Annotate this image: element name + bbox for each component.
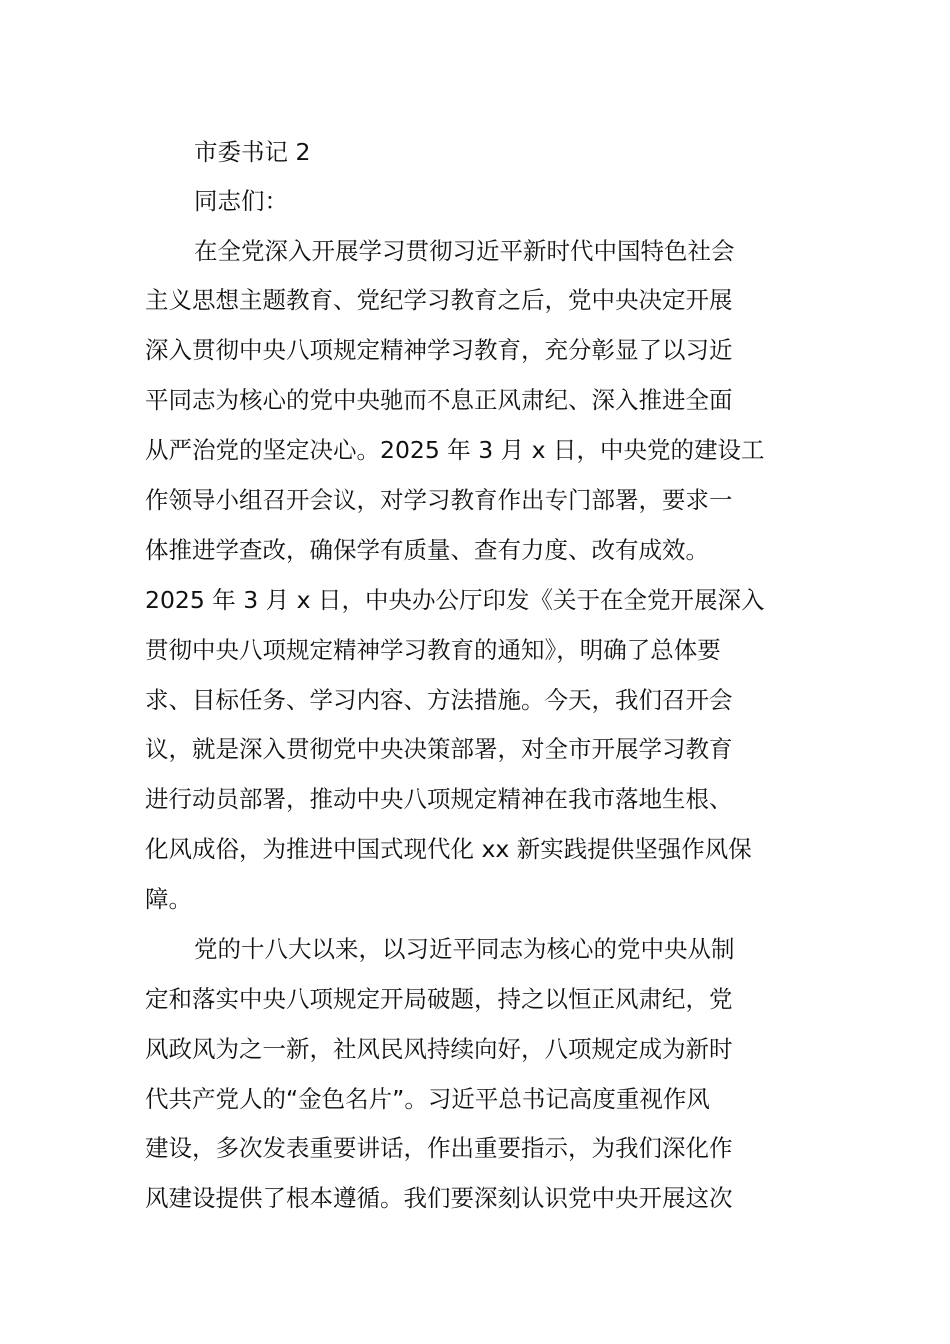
paragraph-line: 求、目标任务、学习内容、方法措施。今天，我们召开会 — [145, 686, 733, 714]
salutation: 同志们： — [194, 187, 288, 215]
paragraph-line: 障。 — [145, 885, 192, 913]
paragraph-line: 主义思想主题教育、党纪学习教育之后，党中央决定开展 — [145, 286, 733, 314]
paragraph-line: 深入贯彻中央八项规定精神学习教育，充分彰显了以习近 — [145, 336, 733, 364]
paragraph-line: 风政风为之一新，社风民风持续向好，八项规定成为新时 — [145, 1035, 733, 1063]
paragraph-line: 作领导小组召开会议，对学习教育作出专门部署，要求一 — [145, 486, 733, 514]
paragraph-line: 定和落实中央八项规定开局破题，持之以恒正风肃纪，党 — [145, 985, 733, 1013]
document-title: 市委书记 2 — [194, 138, 311, 166]
paragraph-line: 建设，多次发表重要讲话，作出重要指示，为我们深化作 — [145, 1134, 733, 1162]
paragraph-line: 从严治党的坚定决心。2025 年 3 月 x 日，中央党的建设工 — [145, 436, 765, 464]
paragraph-line: 进行动员部署，推动中央八项规定精神在我市落地生根、 — [145, 785, 733, 813]
paragraph-line: 代共产党人的“金色名片”。习近平总书记高度重视作风 — [145, 1085, 710, 1113]
paragraph-line: 风建设提供了根本遵循。我们要深刻认识党中央开展这次 — [145, 1184, 733, 1212]
paragraph-line: 体推进学查改，确保学有质量、查有力度、改有成效。 — [145, 536, 709, 564]
paragraph-line: 议，就是深入贯彻党中央决策部署，对全市开展学习教育 — [145, 735, 733, 763]
paragraph-line: 贯彻中央八项规定精神学习教育的通知》，明确了总体要 — [145, 636, 721, 664]
paragraph-line: 化风成俗，为推进中国式现代化 xx 新实践提供坚强作风保 — [145, 835, 752, 863]
paragraph-line: 平同志为核心的党中央驰而不息正风肃纪、深入推进全面 — [145, 386, 733, 414]
paragraph-line: 在全党深入开展学习贯彻习近平新时代中国特色社会 — [194, 237, 735, 265]
paragraph-line: 党的十八大以来，以习近平同志为核心的党中央从制 — [194, 935, 735, 963]
paragraph-line: 2025 年 3 月 x 日，中央办公厅印发《关于在全党开展深入 — [145, 586, 765, 614]
